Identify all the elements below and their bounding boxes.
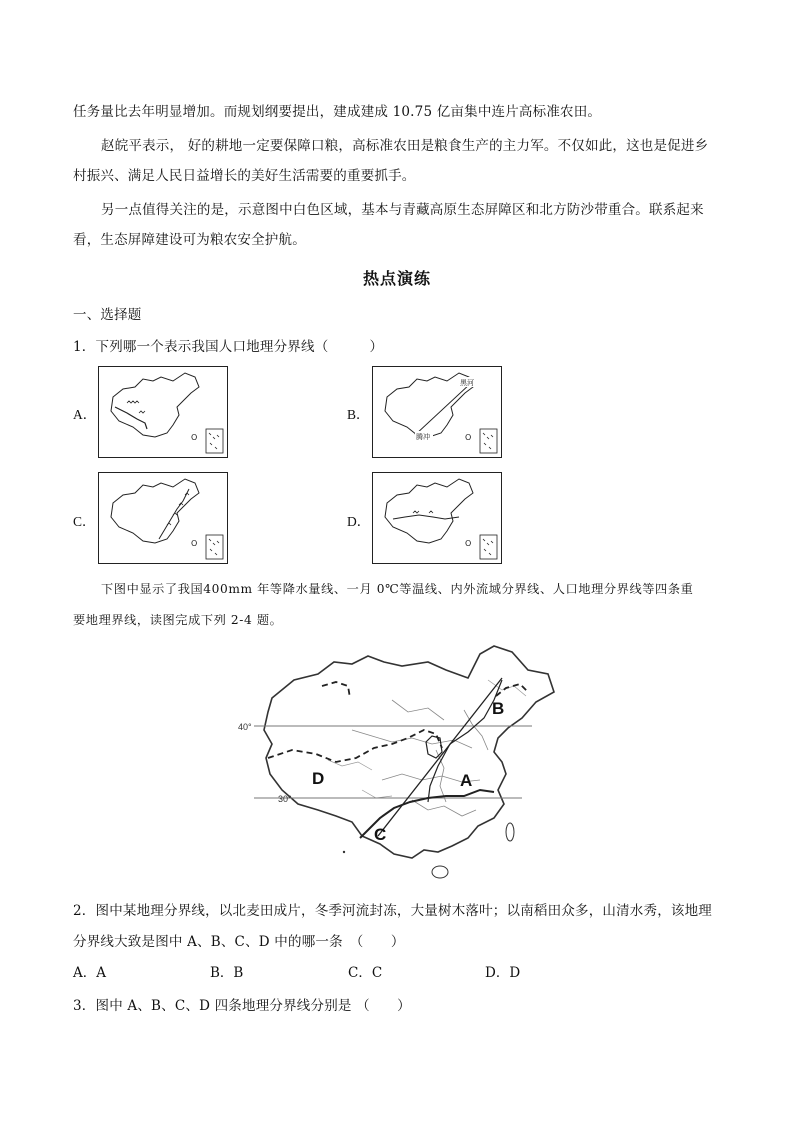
lat-30-label: 30° [278,794,292,804]
section-type: 一、选择题 [73,307,142,323]
option-a-label: A． [73,407,97,422]
option-c-map[interactable] [98,472,228,564]
option-b-label: B． [347,407,370,422]
q2-option-c[interactable]: C．C [348,965,383,981]
boundary-map [232,640,562,889]
question-2-line: 2．图中某地理分界线，以北麦田成片，冬季河流封冻，大量树木落叶；以南稻田众多，山清水秀，该地理 [73,903,712,919]
question-1-stem: 1．下列哪一个表示我国人口地理分界线（ ） [73,339,384,355]
section-title: 热点演练 [362,269,431,288]
option-d-map[interactable] [372,472,502,564]
paragraph-line: 看，生态屏障建设可为粮农安全护航。 [73,232,306,248]
question-2-line: 分界线大致是图中 A、B、C、D 中的哪一条 （ ） [73,934,405,950]
intro-line: 要地理界线，读图完成下列 2-4 题。 [73,613,283,627]
question-3-stem: 3．图中 A、B、C、D 四条地理分界线分别是 （ ） [73,998,411,1014]
line-b-label: B [492,699,505,718]
svg-text:O: O [465,539,472,548]
svg-text:O: O [191,433,198,442]
q2-option-b[interactable]: B．B [210,965,244,981]
line-d-label: D [312,769,325,788]
option-c-label: C． [73,514,96,529]
q2-option-d[interactable]: D．D [485,965,521,981]
paragraph-line: 任务量比去年明显增加。而规划纲要提出，建成建成 10.75 亿亩集中连片高标准农田。 [73,104,602,120]
option-d-label: D． [347,514,371,529]
option-b-map[interactable] [372,366,502,458]
paragraph-line: 另一点值得关注的是，示意图中白色区域，基本与青藏高原生态屏障区和北方防沙带重合。联系起来 [101,202,704,218]
svg-text:O: O [465,433,472,442]
option-a-map[interactable] [98,366,228,458]
svg-text:O: O [191,539,198,548]
paragraph-line: 村振兴、满足人民日益增长的美好生活需要的重要抓手。 [73,168,416,184]
line-c-label: C [374,825,387,844]
q2-option-a[interactable]: A．A [73,965,106,981]
tengchong-label: 腾冲 [416,433,430,441]
lat-40-label: 40° [238,722,252,732]
paragraph-line: 赵皖平表示， 好的耕地一定要保障口粮，高标准农田是粮食生产的主力军。不仅如此，这也是促进乡 [101,138,709,154]
heihe-label: 黑河 [460,379,474,387]
line-a-label: A [460,771,473,790]
intro-line: 下图中显示了我国400mm 年等降水量线、一月 0℃等温线、内外流域分界线、人口地理分界线等四条重 [101,582,694,596]
